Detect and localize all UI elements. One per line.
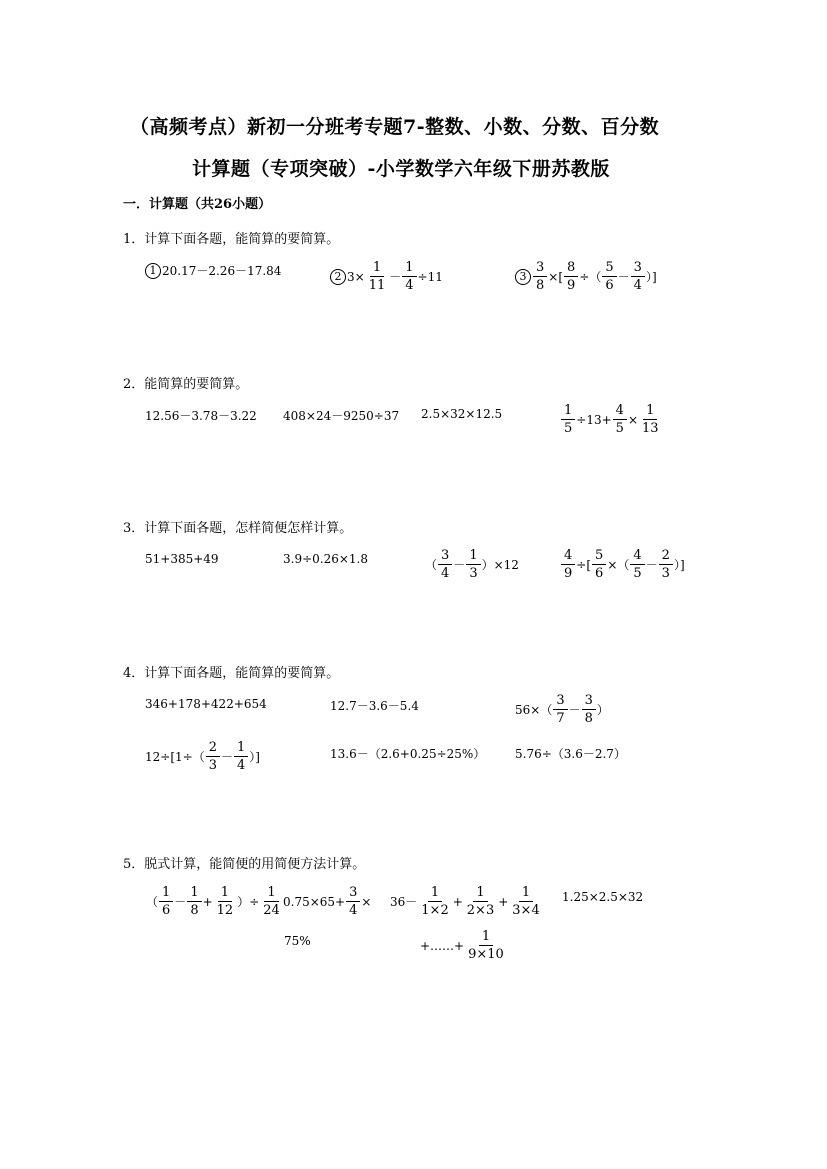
q2-expression-2: 408×24－9250÷37 — [283, 409, 400, 423]
expr-text: ）] — [249, 750, 260, 764]
expr-text: － — [389, 270, 402, 284]
question-3-prompt: 3．计算下面各题，怎样简便怎样计算。 — [123, 521, 353, 536]
expr-text: ）×12 — [481, 558, 519, 572]
q3-expression-3 — [425, 548, 519, 581]
denominator: 6 — [605, 278, 614, 293]
expr-text: ÷（ — [579, 270, 602, 284]
q4-expression-5: 13.6－（2.6+0.25÷25%） — [330, 747, 486, 761]
numerator: 2 — [659, 548, 673, 565]
q3-expression-2: 3.9÷0.26×1.8 — [283, 552, 368, 566]
q4-expression-6: 5.76÷（3.6－2.7） — [515, 747, 626, 761]
numerator: 3 — [553, 693, 567, 710]
fraction — [346, 885, 360, 918]
denominator: 3 — [208, 758, 217, 773]
question-4-prompt: 4．计算下面各题，能简算的要简算。 — [123, 666, 340, 681]
denominator: 1×2 — [421, 903, 449, 918]
q5-expression-2-continued: 75% — [284, 934, 311, 948]
fraction — [260, 885, 283, 918]
denominator: 6 — [595, 566, 604, 581]
fraction — [561, 548, 575, 581]
numerator: 1 — [479, 929, 493, 946]
numerator: 1 — [473, 885, 487, 902]
denominator: 4 — [633, 278, 642, 293]
denominator: 5 — [564, 421, 573, 436]
denominator: 8 — [190, 903, 199, 918]
numerator: 3 — [346, 885, 360, 902]
numerator: 1 — [218, 885, 232, 902]
q4-expression-1: 346+178+422+654 — [145, 697, 267, 711]
expr-text: ）] — [645, 270, 657, 284]
fraction — [509, 885, 542, 918]
expr-text: × — [361, 894, 372, 909]
numerator: 1 — [370, 260, 384, 277]
expr-text: 56×（ — [515, 703, 553, 717]
fraction — [402, 260, 416, 293]
expr-text: － — [568, 703, 581, 717]
q1-expression-2 — [330, 260, 443, 293]
numerator: 4 — [613, 403, 627, 420]
expr-text: + — [202, 894, 213, 909]
expr-text: ÷[ — [576, 557, 592, 572]
expr-text: 3× — [347, 269, 365, 284]
numerator: 1 — [561, 403, 575, 420]
q5-expression-2 — [283, 885, 371, 918]
expr-text: × — [627, 412, 639, 427]
denominator: 6 — [162, 903, 171, 918]
q4-expression-2: 12.7－3.6－5.4 — [330, 699, 419, 713]
circled-number: 1 — [145, 263, 161, 279]
numerator: 1 — [234, 740, 248, 757]
page-title-line2: 计算题（专项突破）-小学数学六年级下册苏教版 — [192, 158, 610, 180]
expr-text: － — [174, 895, 187, 909]
expr-text: ×[ — [548, 269, 564, 284]
q3-expression-1: 51+385+49 — [145, 552, 219, 566]
expr-text: － — [220, 750, 233, 764]
numerator: 1 — [428, 885, 442, 902]
fraction — [533, 260, 547, 293]
numerator: 4 — [561, 548, 575, 565]
q4-expression-4 — [145, 740, 260, 773]
expr-text: 12÷[1÷（ — [145, 750, 205, 764]
denominator: 13 — [642, 421, 659, 436]
fraction — [466, 548, 480, 581]
denominator: 5 — [633, 566, 642, 581]
numerator: 3 — [533, 260, 547, 277]
expr-text: － — [453, 558, 466, 572]
fraction — [639, 403, 662, 436]
numerator: 8 — [564, 260, 578, 277]
expr-text: （ — [425, 558, 438, 572]
denominator: 3 — [661, 566, 670, 581]
expr-text: － — [645, 558, 658, 572]
page-title-line1: （高频考点）新初一分班考专题7-整数、小数、分数、百分数 — [130, 116, 660, 138]
expr-text: 0.75×65+ — [283, 894, 346, 909]
numerator: 1 — [264, 885, 278, 902]
denominator: 7 — [556, 711, 565, 726]
numerator: 1 — [519, 885, 533, 902]
numerator: 4 — [630, 548, 644, 565]
expr-text: + — [452, 894, 463, 909]
denominator: 4 — [405, 278, 414, 293]
numerator: 2 — [206, 740, 220, 757]
denominator: 11 — [368, 278, 386, 293]
denominator: 24 — [263, 903, 280, 918]
fraction — [206, 740, 220, 773]
circled-number: 3 — [515, 269, 531, 285]
question-2-prompt: 2．能简算的要简算。 — [123, 377, 249, 392]
numerator: 1 — [159, 885, 173, 902]
expr-text: ）] — [673, 558, 685, 572]
fraction — [631, 260, 645, 293]
denominator: 9 — [567, 278, 576, 293]
fraction — [553, 693, 567, 726]
q2-expression-4 — [560, 403, 663, 436]
q4-expression-3 — [515, 693, 609, 726]
expr-text: 20.17－2.26－17.84 — [162, 264, 282, 278]
numerator: 5 — [592, 548, 606, 565]
expr-text: ÷11 — [417, 269, 443, 284]
numerator: 3 — [631, 260, 645, 277]
fraction — [418, 885, 451, 918]
denominator: 3×4 — [512, 903, 540, 918]
denominator: 4 — [349, 903, 358, 918]
expr-text: ÷13+ — [576, 412, 612, 427]
fraction — [564, 260, 578, 293]
denominator: 9 — [564, 566, 573, 581]
circled-number: 2 — [330, 269, 346, 285]
q5-expression-1 — [146, 885, 284, 918]
denominator: 3 — [469, 566, 478, 581]
fraction — [234, 740, 248, 773]
expr-text: 36－ — [390, 895, 418, 909]
q1-expression-3 — [515, 260, 657, 293]
fraction — [438, 548, 452, 581]
fraction — [613, 403, 627, 436]
numerator: 3 — [438, 548, 452, 565]
fraction — [464, 885, 497, 918]
expr-text: ）÷ — [237, 895, 260, 909]
q5-expression-4: 1.25×2.5×32 — [562, 890, 644, 904]
expr-text: ） — [596, 703, 609, 717]
fraction — [561, 403, 575, 436]
q5-expression-3-continued — [420, 929, 508, 962]
denominator: 5 — [615, 421, 624, 436]
q2-expression-3: 2.5×32×12.5 — [421, 407, 503, 421]
fraction — [592, 548, 606, 581]
denominator: 8 — [536, 278, 545, 293]
numerator: 1 — [466, 548, 480, 565]
fraction — [582, 693, 596, 726]
denominator: 2×3 — [466, 903, 495, 918]
numerator: 1 — [643, 403, 657, 420]
fraction — [659, 548, 673, 581]
fraction — [602, 260, 616, 293]
numerator: 3 — [582, 693, 596, 710]
expr-text: － — [617, 270, 630, 284]
fraction — [465, 929, 507, 962]
fraction — [214, 885, 237, 918]
denominator: 9×10 — [468, 947, 504, 962]
denominator: 12 — [216, 903, 234, 918]
q1-expression-1 — [145, 262, 281, 279]
fraction — [366, 260, 389, 293]
question-5-prompt: 5．脱式计算，能简便的用简便方法计算。 — [123, 857, 366, 872]
numerator: 1 — [187, 885, 201, 902]
fraction — [159, 885, 173, 918]
q5-expression-3 — [390, 885, 544, 918]
q3-expression-4 — [560, 548, 685, 581]
fraction — [187, 885, 201, 918]
numerator: 1 — [402, 260, 416, 277]
expr-text: + — [498, 894, 509, 909]
expr-text: ×（ — [607, 558, 630, 572]
numerator: 5 — [602, 260, 616, 277]
q2-expression-1: 12.56－3.78－3.22 — [145, 409, 257, 423]
question-1-prompt: 1．计算下面各题，能简算的要简算。 — [123, 232, 340, 247]
section-heading: 一．计算题（共26小题） — [123, 197, 272, 212]
expr-text: （ — [146, 895, 159, 909]
denominator: 4 — [237, 758, 246, 773]
denominator: 4 — [441, 566, 450, 581]
fraction — [630, 548, 644, 581]
denominator: 8 — [584, 711, 593, 726]
expr-text: +……+ — [420, 938, 465, 953]
